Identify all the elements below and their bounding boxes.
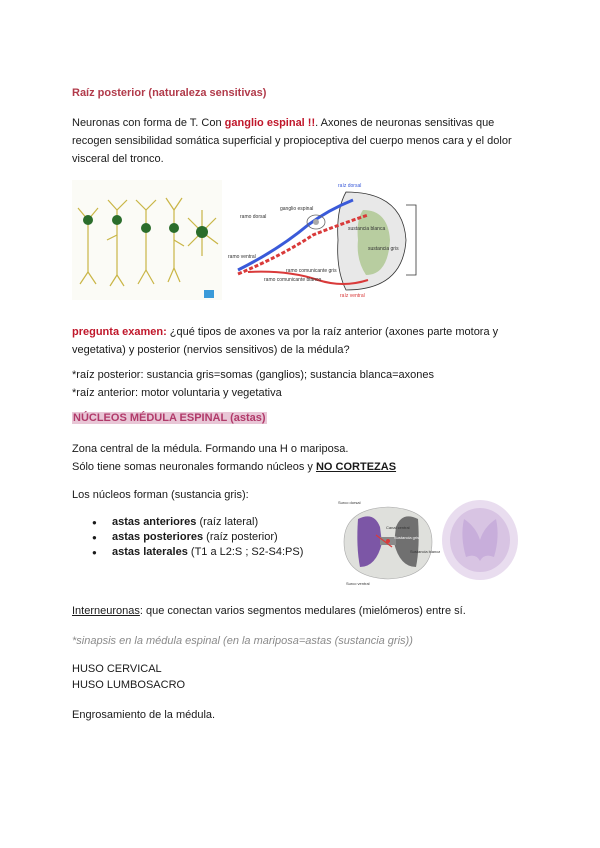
engrosamiento: Engrosamiento de la médula. (72, 709, 216, 721)
text: Sólo tiene somas neuronales formando núcleos y (72, 461, 316, 473)
spinal-cord-cross-section (336, 497, 440, 587)
label-sustancia-blanca: sustancia blanca (348, 226, 386, 232)
item-rest: (raíz posterior) (203, 531, 278, 543)
item-rest: (raíz lateral) (196, 516, 259, 528)
neuron-types-figure (72, 180, 222, 300)
item-rest: (T1 a L2:S ; S2-S4:PS) (187, 546, 304, 558)
histology-image (440, 497, 520, 583)
interneuronas-label: Interneuronas (72, 605, 140, 617)
sinapsis-note: *sinapsis en la médula espinal (en la mariposa=astas (sustancia gris)) (72, 635, 413, 647)
label-surco-dorsal: Surco dorsal (338, 500, 361, 505)
nuclei-list (92, 515, 303, 560)
list-item (92, 515, 303, 530)
huso-lumbosacro: HUSO LUMBOSACRO (72, 679, 186, 691)
label-sustancia-gris: Sustancia gris (394, 535, 420, 540)
logo-badge (204, 290, 214, 298)
item-bold: astas laterales (112, 546, 188, 558)
label-sustancia-blanca: Sustancia blanca (410, 549, 440, 554)
label-ramo-dorsal: ramo dorsal (240, 214, 267, 220)
paragraph-zona-central (72, 440, 532, 476)
section-title-nucleos (72, 412, 267, 424)
text: Neuronas con forma de T. Con (72, 117, 225, 129)
highlight-ganglio-espinal: ganglio espinal !! (224, 117, 316, 129)
paragraph-raiz-posterior (72, 114, 532, 168)
no-cortezas: NO CORTEZAS (315, 461, 397, 473)
label-ganglio-espinal: ganglio espinal (280, 206, 314, 212)
nuclei-intro: Los núcleos forman (sustancia gris): (72, 489, 249, 501)
exam-label: pregunta examen: (72, 326, 167, 338)
text: vegetativa) y posterior (nervios sensitivos) de la médula? (72, 344, 350, 356)
label-surco-ventral: Surco ventral (346, 581, 370, 586)
label-raiz-dorsal: raíz dorsal (338, 183, 362, 189)
spinal-nerve-diagram (228, 180, 418, 300)
heading-highlight: NÚCLEOS MÉDULA ESPINAL (astas) (73, 412, 266, 424)
label-ramo-comunicante-blanco: ramo comunicante blanco (264, 277, 322, 283)
label-raiz-ventral: raíz ventral (340, 293, 365, 299)
label-canal: Canal central (386, 525, 410, 530)
text: ¿qué tipos de axones va por la raíz anterior (axones parte motora y (166, 326, 499, 338)
list-item (92, 530, 303, 545)
item-bold: astas posteriores (112, 531, 204, 543)
interneuronas-line (72, 602, 532, 620)
note-raiz-anterior: *raíz anterior: motor voluntaria y vegetativa (72, 387, 282, 399)
item-bold: astas anteriores (112, 516, 197, 528)
label-ramo-ventral: ramo ventral (228, 254, 256, 260)
label-ramo-comunicante-gris: ramo comunicante gris (286, 268, 337, 274)
label-sustancia-gris: sustancia gris (368, 246, 399, 252)
huso-list (72, 661, 532, 693)
exam-question (72, 323, 532, 359)
section-title-raiz-posterior: Raíz posterior (naturaleza sensitivas) (72, 87, 267, 99)
list-item (92, 545, 303, 560)
huso-cervical: HUSO CERVICAL (72, 663, 162, 675)
text: : que conectan varios segmentos medulares (mielómeros) entre sí. (139, 605, 466, 617)
text: Zona central de la médula. Formando una H o mariposa. (72, 443, 349, 455)
note-raiz-posterior: *raíz posterior: sustancia gris=somas (ganglios); sustancia blanca=axones (72, 369, 434, 381)
text: visceral del tronco. (72, 153, 164, 165)
text: . Axones de neuronas sensitivas que (315, 117, 495, 129)
exam-notes (72, 366, 532, 402)
text: recogen sensibilidad somática superficial y propioceptiva del cuerpo menos cara y el dolor (72, 135, 512, 147)
